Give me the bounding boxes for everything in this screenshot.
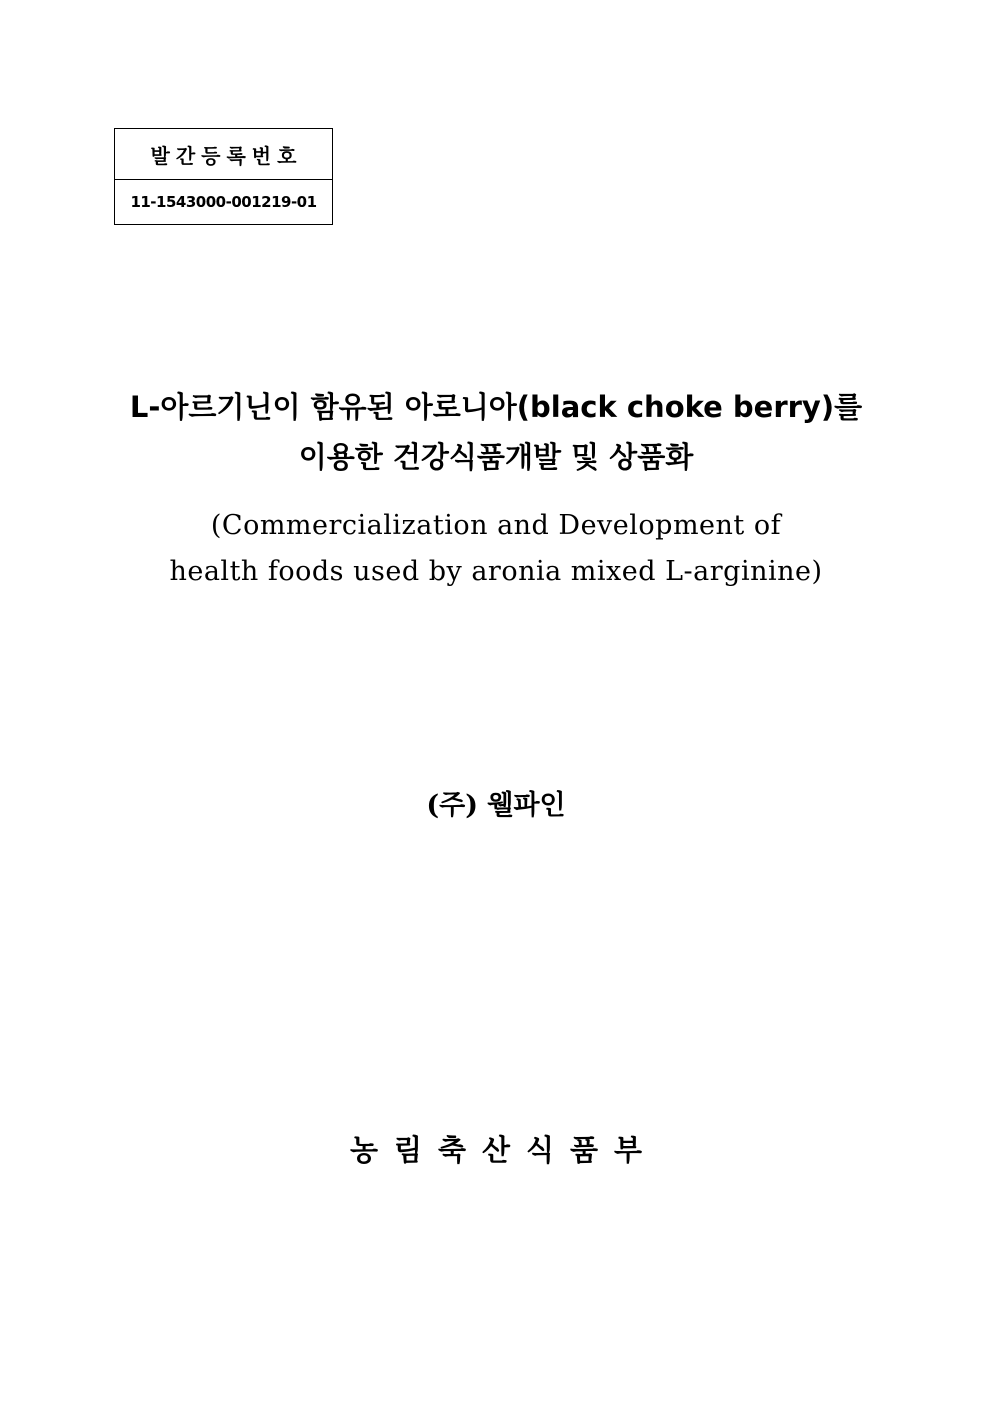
registration-label: 발간등록번호 xyxy=(115,129,332,180)
ministry-name: 농림축산식품부 xyxy=(349,1133,659,1167)
registration-number: 11-1543000-001219-01 xyxy=(130,193,317,211)
english-title-line-1: (Commercialization and Development of xyxy=(210,510,782,541)
company-name: (주) 웰파인 xyxy=(426,790,566,821)
english-title-line-2: health foods used by aronia mixed L-arginine) xyxy=(169,556,823,587)
title-line-1: L-아르기닌이 함유된 아로니아(black choke berry)를 xyxy=(129,390,863,424)
title-line-2: 이용한 건강식품개발 및 상품화 xyxy=(298,440,694,474)
registration-box xyxy=(114,128,333,225)
